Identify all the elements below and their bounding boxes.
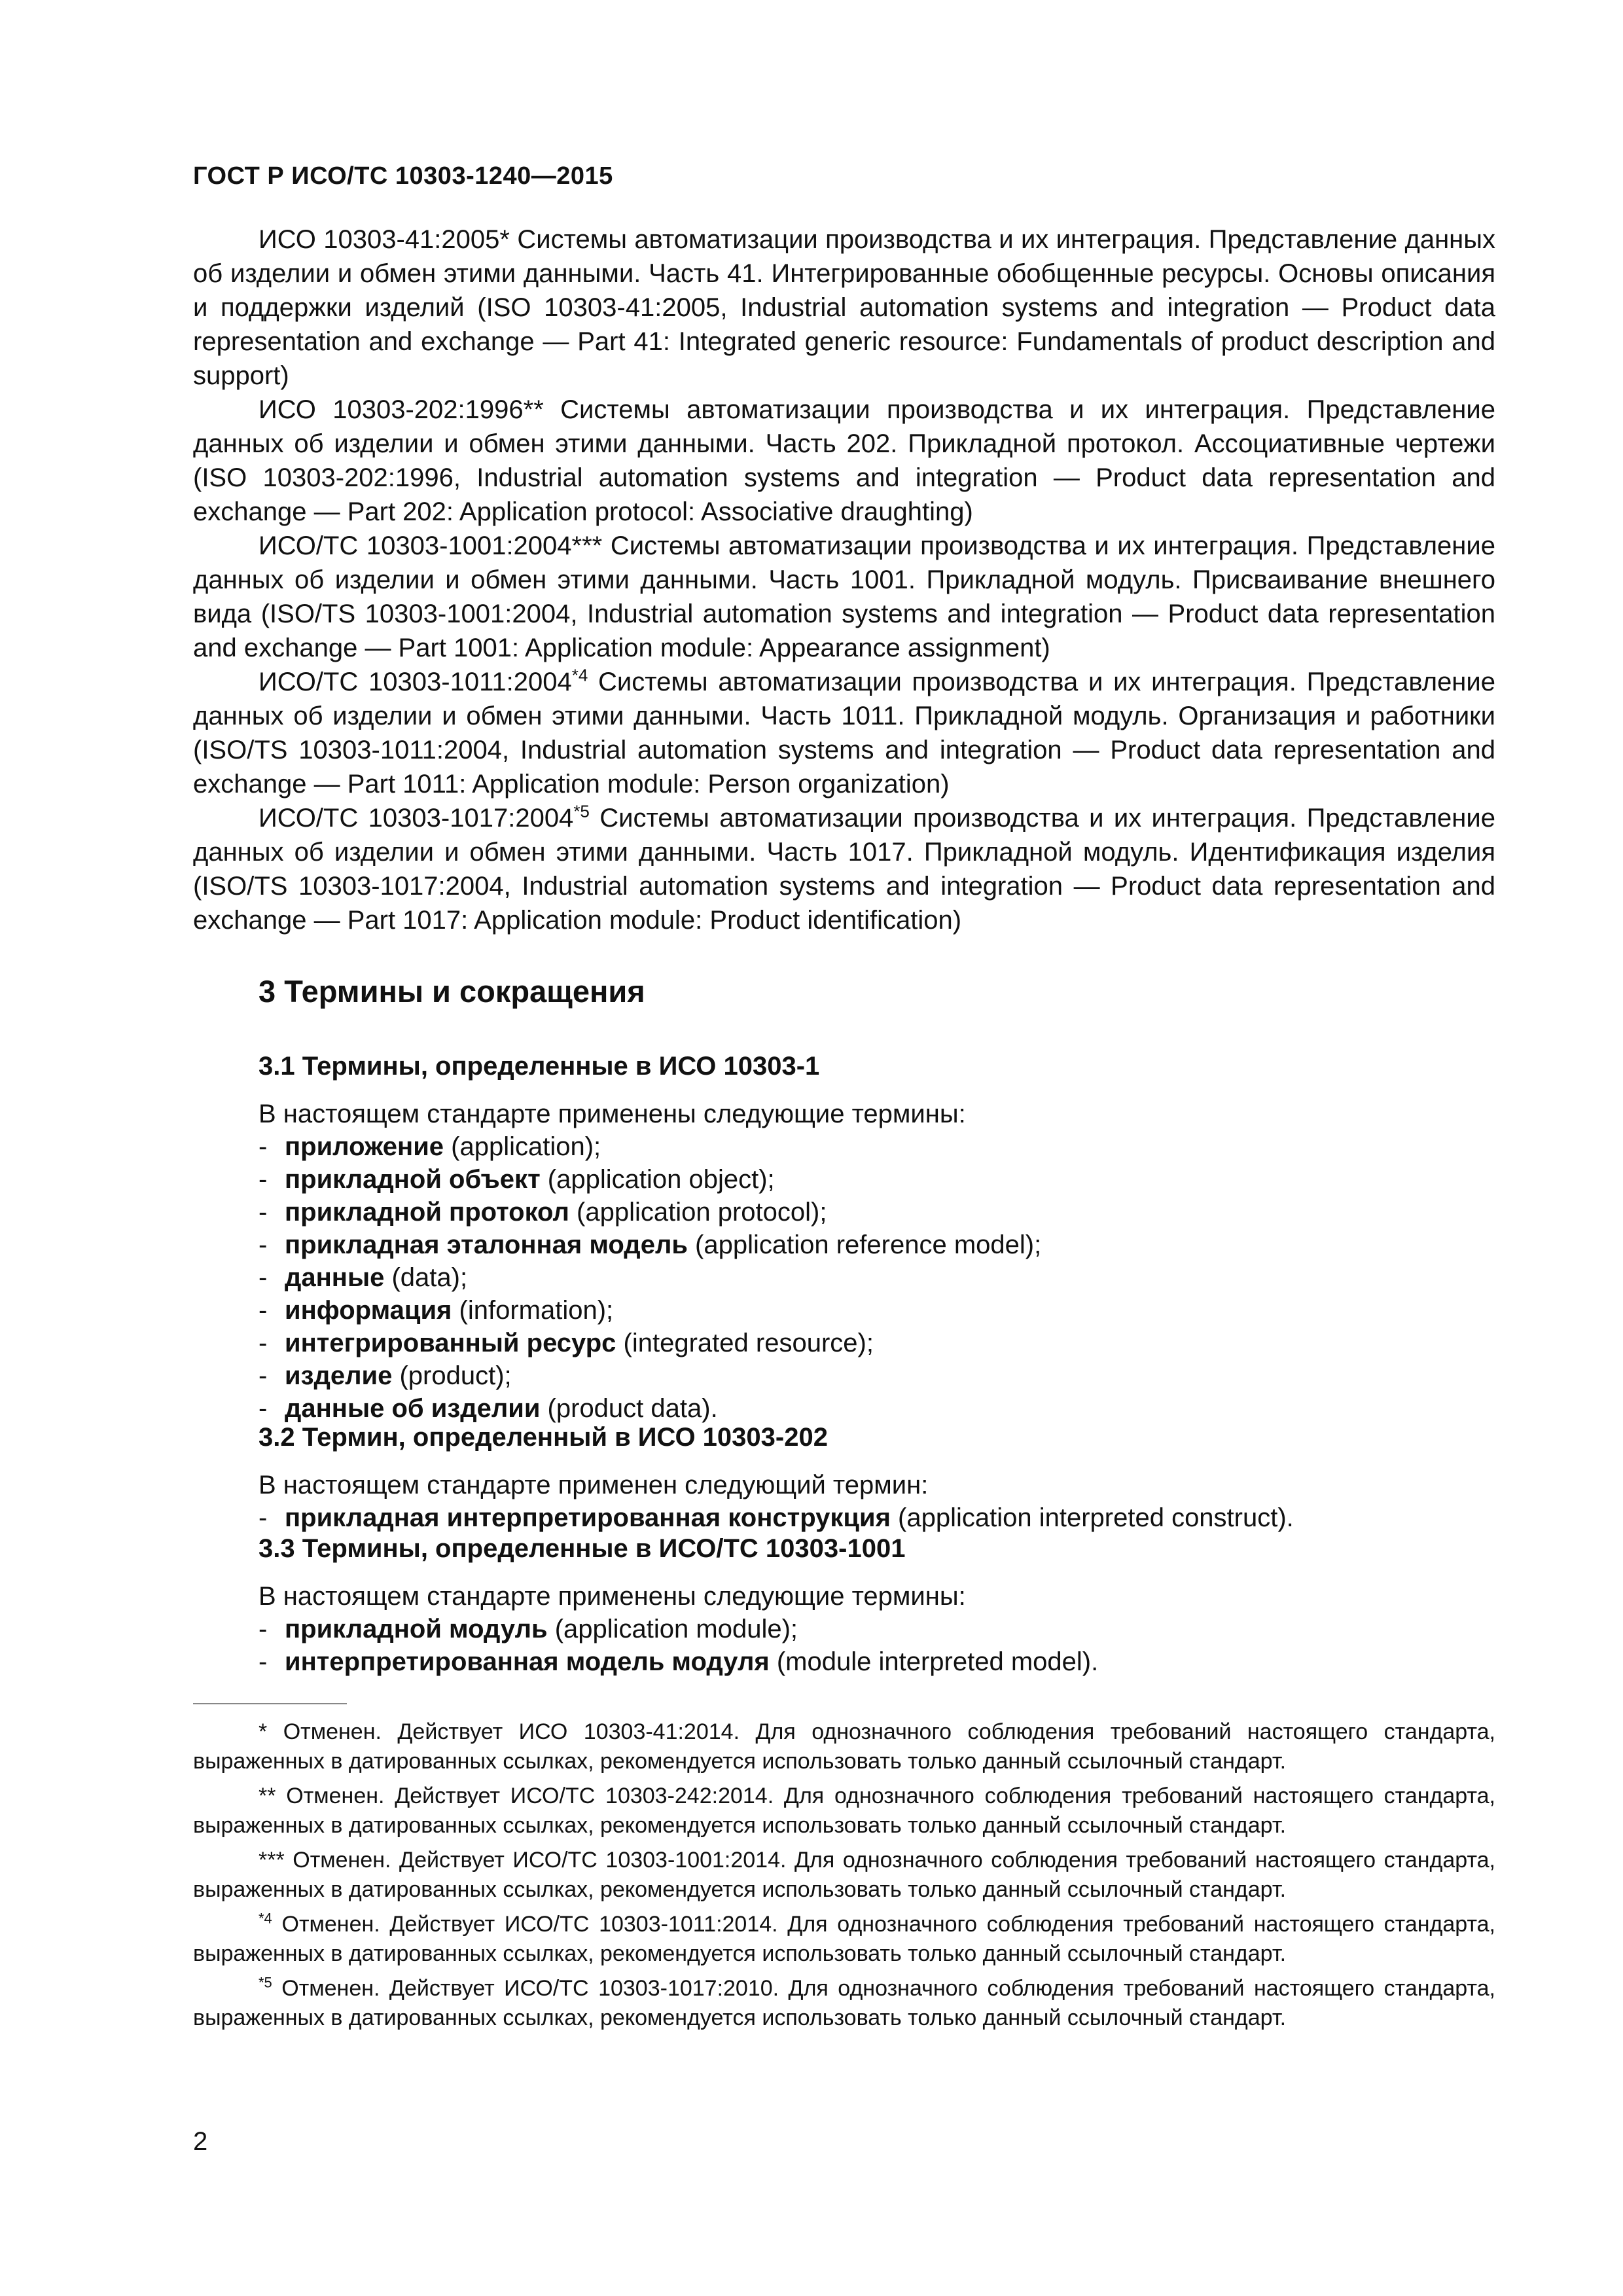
term-item: - интегрированный ресурс (integrated resource); (259, 1329, 874, 1357)
reference-entry (193, 529, 1495, 665)
reference-mark: *5 (573, 801, 590, 821)
reference-entry (193, 393, 1495, 529)
term-name: прикладная эталонная модель (285, 1230, 688, 1259)
term-name: изделие (285, 1361, 393, 1390)
term-translation: (application object); (540, 1165, 775, 1194)
term-translation: (product); (392, 1361, 512, 1390)
term-translation: (integrated resource); (616, 1329, 874, 1357)
term-translation: (module interpreted model). (769, 1647, 1099, 1676)
subsection-intro: В настоящем стандарте применен следующий термин: (259, 1471, 929, 1499)
subsection-title: 3.3 Термины, определенные в ИСО/ТС 10303-1001 (259, 1534, 906, 1563)
term-item: - прикладная эталонная модель (application reference model); (259, 1230, 1042, 1259)
footnote-mark: ** (259, 1784, 276, 1808)
footnote (193, 1910, 1495, 1969)
term-name: прикладная интерпретированная конструкция (285, 1503, 891, 1532)
footnote-text: Отменен. Действует ИСО/ТС 10303-1011:2014. Для однозначного соблюдения требований настоящего стандарта, выраженных в датированных ссылках, рекомендуется использовать только данный ссылочный стандарт. (193, 1912, 1495, 1966)
normative-references (193, 223, 1495, 937)
footnote (193, 1782, 1495, 1840)
standard-code-header: ГОСТ Р ИСО/ТС 10303-1240—2015 (193, 162, 613, 190)
term-list (259, 1501, 1495, 1534)
reference-id: ИСО/ТС 10303-1017:2004 (259, 804, 574, 833)
term-list (259, 1613, 1495, 1678)
footnotes (193, 1717, 1495, 2038)
reference-id: ИСО 10303-41:2005 (259, 225, 500, 254)
term-name: интерпретированная модель модуля (285, 1647, 770, 1676)
term-translation: (application module); (547, 1615, 798, 1643)
footnote-text: Отменен. Действует ИСО/ТС 10303-1017:2010. Для однозначного соблюдения требований настоящего стандарта, выраженных в датированных ссылках, рекомендуется использовать только данный ссылочный стандарт. (193, 1976, 1495, 2030)
subsection-3-1 (259, 1049, 1495, 1425)
page-number: 2 (193, 2127, 208, 2156)
term-item: - прикладная интерпретированная конструкция (application interpreted construct). (259, 1503, 1294, 1532)
footnote-text: Отменен. Действует ИСО/ТС 10303-242:2014. Для однозначного соблюдения требований настоящего стандарта, выраженных в датированных ссылках, рекомендуется использовать только данный ссылочный стандарт. (193, 1784, 1495, 1838)
term-translation: (data); (384, 1263, 468, 1292)
term-item: - прикладной модуль (application module); (259, 1615, 798, 1643)
subsection-3-3 (259, 1532, 1495, 1678)
subsection-intro: В настоящем стандарте применены следующие термины: (259, 1100, 966, 1128)
term-name: данные (285, 1263, 385, 1292)
term-item: - приложение (application); (259, 1132, 601, 1161)
subsection-3-2 (259, 1420, 1495, 1534)
reference-entry (193, 223, 1495, 393)
reference-mark: * (499, 225, 510, 254)
reference-text: Системы автоматизации производства и их интеграция. Представление данных об изделии и обмен этими данными. Часть 1017. Прикладной модуль. Идентификация изделия (ISO/TS 10303-1017:2004, Industrial automation systems and integration — Product data representation and exchange — Part 1017: Application module: Product identification) (193, 804, 1495, 935)
footnote-mark: * (259, 1719, 268, 1744)
footnote (193, 1717, 1495, 1776)
reference-text: Системы автоматизации производства и их интеграция. Представление данных об изделии и обмен этими данными. Часть 202. Прикладной протокол. Ассоциативные чертежи (ISO 10303-202:1996, Industrial automation systems and integration — Product data representation and exchange — Part 202: Application protocol: Associative draughting) (193, 395, 1495, 526)
reference-entry (193, 665, 1495, 801)
term-item: - интерпретированная модель модуля (module interpreted model). (259, 1647, 1099, 1676)
reference-mark: *** (571, 531, 603, 560)
reference-id: ИСО/ТС 10303-1011:2004 (259, 668, 572, 696)
subsection-title: 3.1 Термины, определенные в ИСО 10303-1 (259, 1052, 820, 1081)
term-item: - изделие (product); (259, 1361, 512, 1390)
reference-text: Системы автоматизации производства и их интеграция. Представление данных об изделии и обмен этими данными. Часть 1011. Прикладной модуль. Организация и работники (ISO/TS 10303-1011:2004, Industrial automation systems and integration — Product data representation and exchange — Part 1011: Application module: Person organization) (193, 668, 1495, 798)
footnote (193, 1974, 1495, 2033)
footnote-mark: *4 (259, 1910, 272, 1927)
footnote-divider (193, 1703, 347, 1704)
subsection-intro: В настоящем стандарте применены следующие термины: (259, 1582, 966, 1611)
term-item: - прикладной протокол (application protocol); (259, 1198, 827, 1227)
term-translation: (product data). (540, 1394, 718, 1423)
reference-text: Системы автоматизации производства и их интеграция. Представление данных об изделии и обмен этими данными. Часть 41. Интегрированные обобщенные ресурсы. Основы описания и поддержки изделий (ISO 10303-41:2005, Industrial automation systems and integration — Product data representation and exchange — Part 41: Integrated generic resource: Fundamentals of product description and support) (193, 225, 1495, 390)
term-translation: (application protocol); (569, 1198, 827, 1227)
footnote (193, 1846, 1495, 1905)
reference-mark: ** (523, 395, 544, 424)
reference-mark: *4 (571, 665, 588, 685)
term-item: - данные (data); (259, 1263, 468, 1292)
term-name: прикладной модуль (285, 1615, 548, 1643)
reference-entry (193, 801, 1495, 937)
term-name: информация (285, 1296, 452, 1325)
term-name: приложение (285, 1132, 444, 1161)
term-name: прикладной объект (285, 1165, 541, 1194)
reference-text: Системы автоматизации производства и их интеграция. Представление данных об изделии и обмен этими данными. Часть 1001. Прикладной модуль. Присваивание внешнего вида (ISO/TS 10303-1001:2004, Industrial automation systems and integration — Product data representation and exchange — Part 1001: Application module: Appearance assignment) (193, 531, 1495, 662)
term-name: данные об изделии (285, 1394, 541, 1423)
term-list (259, 1130, 1495, 1425)
term-item: - информация (information); (259, 1296, 614, 1325)
section-title: 3 Термины и сокращения (259, 974, 645, 1009)
reference-id: ИСО 10303-202:1996 (259, 395, 524, 424)
term-translation: (application reference model); (687, 1230, 1042, 1259)
term-translation: (application); (444, 1132, 601, 1161)
subsection-title: 3.2 Термин, определенный в ИСО 10303-202 (259, 1423, 828, 1452)
term-item: - прикладной объект (application object); (259, 1165, 775, 1194)
footnote-text: Отменен. Действует ИСО 10303-41:2014. Для однозначного соблюдения требований настоящего стандарта, выраженных в датированных ссылках, рекомендуется использовать только данный ссылочный стандарт. (193, 1719, 1495, 1774)
term-translation: (information); (452, 1296, 614, 1325)
footnote-mark: *5 (259, 1974, 272, 1991)
footnote-mark: *** (259, 1848, 285, 1873)
reference-id: ИСО/ТС 10303-1001:2004 (259, 531, 572, 560)
term-item: - данные об изделии (product data). (259, 1394, 718, 1423)
term-name: интегрированный ресурс (285, 1329, 616, 1357)
footnote-text: Отменен. Действует ИСО/ТС 10303-1001:2014. Для однозначного соблюдения требований настоящего стандарта, выраженных в датированных ссылках, рекомендуется использовать только данный ссылочный стандарт. (193, 1848, 1495, 1902)
term-translation: (application interpreted construct). (890, 1503, 1294, 1532)
term-name: прикладной протокол (285, 1198, 569, 1227)
